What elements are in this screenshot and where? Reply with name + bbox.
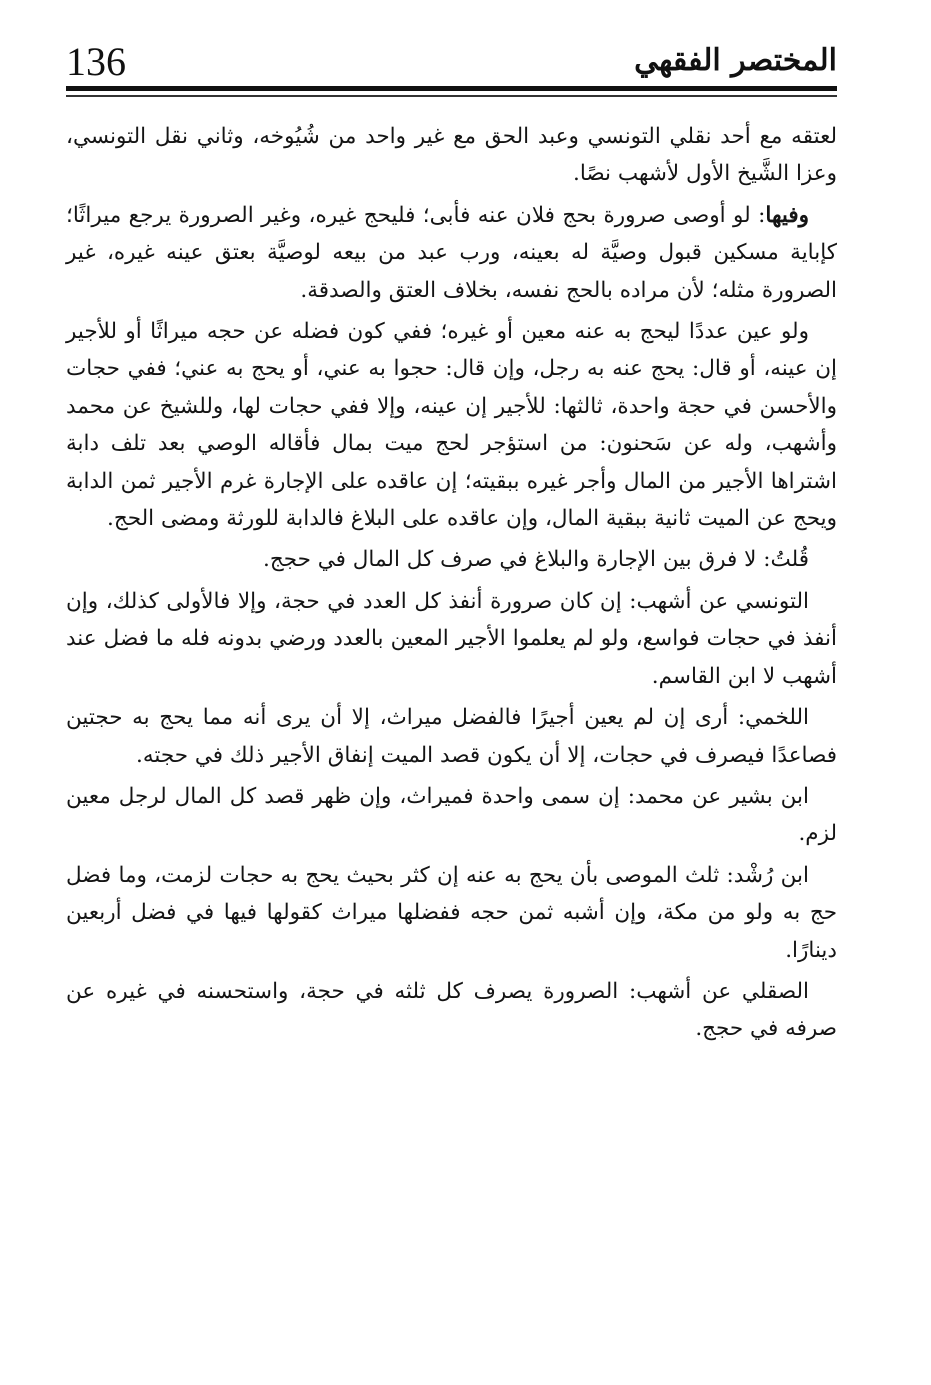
- paragraph-3-text: ولو عين عددًا ليحج به عنه معين أو غيره؛ ففي كون فضله عن حجه ميراثًا أو للأجير إن عينه، أو قال: يحج عنه به رجل، وإن قال: حجوا به عني، أو يحج به عني؛ ففي حجات والأحسن في حجة واحدة، ثالثها: للأجير إن عينه، وإلا ففي حجات لها، وللشيخ عن محمد وأشهب، وله عن سَحنون: من استؤجر لحج ميت بمال فأقاله الوصي بعد تلف دابة اشتراها الأجير من المال وأجر غيره ببقيته؛ إن عاقده على الإجارة غرم الأجير ثمن الدابة ويحج عن الميت ثانية ببقية المال، وإن عاقده على البلاغ فالدابة للورثة ومضى الحج.: [66, 319, 837, 532]
- running-title: المختصر الفقهي: [634, 43, 837, 78]
- paragraph-7-text: ابن بشير عن محمد: إن سمى واحدة فميراث، وإن ظهر قصد كل المال لرجل معين لزم.: [66, 783, 837, 847]
- body-text: [66, 118, 837, 1052]
- page-header: [66, 34, 837, 94]
- paragraph-8-text: ابن رُشْد: ثلث الموصى بأن يحج به عنه إن كثر بحيث يحج به حجات لزمت، وما فضل حج به ولو من مكة، وإن أشبه ثمن حجه ففضلها ميراث كقولها فيها في فضل أربعين دينارًا.: [66, 862, 837, 963]
- paragraph-4: [66, 541, 837, 578]
- paragraph-9: [66, 973, 837, 1048]
- paragraph-3: [66, 313, 837, 537]
- page-number: 136: [66, 39, 126, 84]
- paragraph-6: [66, 699, 837, 774]
- paragraph-5: [66, 583, 837, 695]
- paragraph-2-text: : لو أوصى صرورة بحج فلان عنه فأبى؛ فليحج غيره، وغير الصرورة يرجع ميراثًا؛ كإباية مسكين قبول وصيَّة له بعينه، ورب عبد من بيعه لوصيَّة بعتق عينه غيره، غير الصرورة مثله؛ لأن مراده بالحج نفسه، بخلاف العتق والصدقة.: [66, 202, 837, 303]
- header-rule-thin: [66, 95, 837, 97]
- paragraph-1-text: لعتقه مع أحد نقلي التونسي وعبد الحق مع غير واحد من شُيُوخه، وثاني نقل التونسي، وعزا الشَّيخ الأول لأشهب نصًا.: [66, 124, 837, 187]
- paragraph-9-text: الصقلي عن أشهب: الصرورة يصرف كل ثلثه في حجة، واستحسنه في غيره عن صرفه في حجج.: [66, 978, 837, 1042]
- paragraph-7: [66, 778, 837, 853]
- paragraph-4-text: قُلتُ: لا فرق بين الإجارة والبلاغ في صرف كل المال في حجج.: [263, 547, 809, 573]
- header-rule-thick: [66, 86, 837, 91]
- paragraph-2-lead: وفيها: [765, 202, 809, 228]
- paragraph-2: [66, 197, 837, 309]
- paragraph-1: [66, 118, 837, 193]
- paragraph-5-text: التونسي عن أشهب: إن كان صرورة أنفذ كل العدد في حجة، وإلا فالأولى كذلك، وإن أنفذ في حجات فواسع، ولو لم يعلموا الأجير المعين بالعدد ورضي بدونه فله ما فضل عند أشهب لا ابن القاسم.: [66, 588, 837, 689]
- paragraph-6-text: اللخمي: أرى إن لم يعين أجيرًا فالفضل ميراث، إلا أن يرى أنه مما يحج به حجتين فصاعدًا فيصرف في حجات، إلا أن يكون قصد الميت إنفاق الأجير ذلك في حجته.: [66, 705, 837, 768]
- paragraph-8: [66, 857, 837, 969]
